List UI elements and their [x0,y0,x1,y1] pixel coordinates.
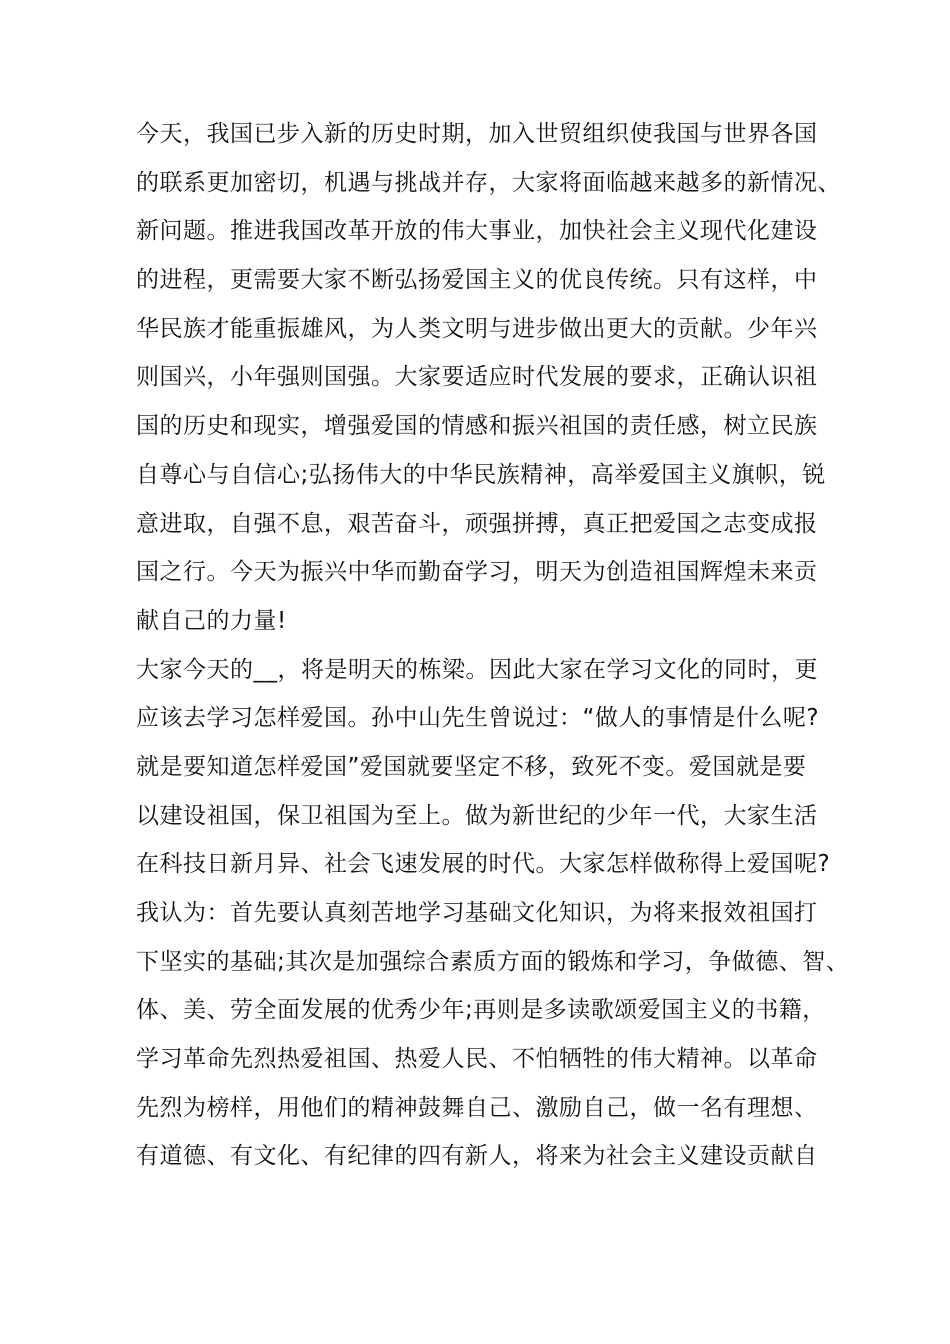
text-line: 有道德、有文化、有纪律的四有新人，将来为社会主义建设贡献自 [136,1143,818,1170]
text-line: 大家今天的__，将是明天的栋梁。因此大家在学习文化的同时，更 [136,656,818,683]
text-line: 今天，我国已步入新的历史时期，加入世贸组织使我国与世界各国 [136,121,818,147]
text-line: 献自己的力量! [136,607,287,634]
text-line: 学习革命先烈热爱祖国、热爱人民、不怕牺牲的伟大精神。以革命 [136,1046,818,1073]
text-line: 下坚实的基础;其次是加强综合素质方面的锻炼和学习，争做德、智、 [136,948,850,975]
text-line: 国的历史和现实，增强爱国的情感和振兴祖国的责任感，树立民族 [136,413,818,440]
text-line: 我认为：首先要认真刻苦地学习基础文化知识，为将来报效祖国打 [136,900,818,926]
text-line: 国之行。今天为振兴中华而勤奋学习，明天为创造祖国辉煌未来贡 [136,559,818,586]
text-line: 意进取，自强不息，艰苦奋斗，顽强拼搏，真正把爱国之志变成报 [136,510,818,537]
text-line: 在科技日新月异、社会飞速发展的时代。大家怎样做称得上爱国呢? [136,851,831,878]
text-line: 则国兴，小年强则国强。大家要适应时代发展的要求，正确认识祖 [136,364,818,391]
text-line: 华民族才能重振雄风，为人类文明与进步做出更大的贡献。少年兴 [136,315,818,342]
text-line: 的进程，更需要大家不断弘扬爱国主义的优良传统。只有这样，中 [136,267,818,294]
text-line: 新问题。推进我国改革开放的伟大事业，加快社会主义现代化建设 [136,218,818,245]
text-line: 就是要知道怎样爱国”爱国就要坚定不移，致死不变。爱国就是要 [136,753,807,780]
text-line: 自尊心与自信心;弘扬伟大的中华民族精神，高举爱国主义旗帜，锐 [136,461,826,488]
text-line: 以建设祖国，保卫祖国为至上。做为新世纪的少年一代，大家生活 [136,802,818,829]
text-line: 应该去学习怎样爱国。孙中山先生曾说过：“做人的事情是什么呢? [136,705,820,732]
text-line: 体、美、劳全面发展的优秀少年;再则是多读歌颂爱国主义的书籍， [136,997,826,1024]
text-line: 的联系更加密切，机遇与挑战并存，大家将面临越来越多的新情况、 [136,169,841,196]
text-line: 先烈为榜样，用他们的精神鼓舞自己、激励自己，做一名有理想、 [136,1094,818,1121]
body-text [136,110,856,1181]
